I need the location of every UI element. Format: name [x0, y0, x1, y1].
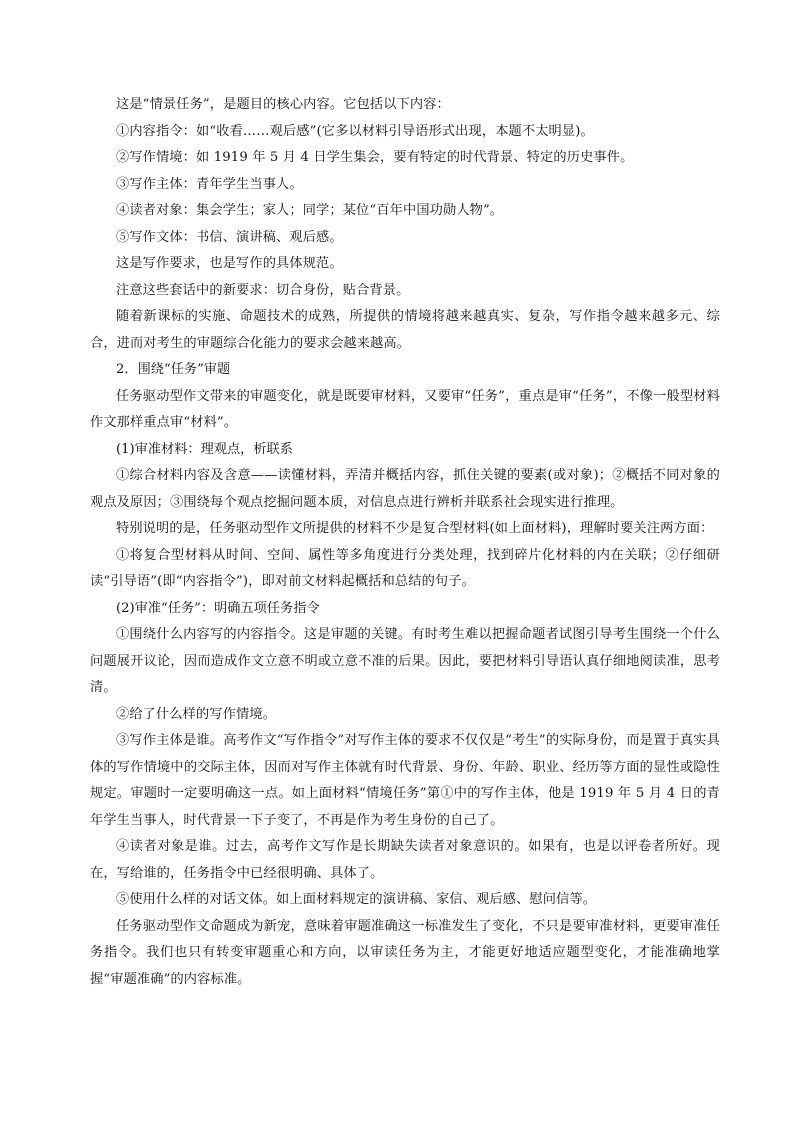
document-body — [90, 92, 720, 993]
paragraph-composite-material: ①将复合型材料从时间、空间、属性等多角度进行分类处理，找到碎片化材料的内在关联；②仔细研读“引导语”(即“内容指令”)，即对前文材料起概括和总结的句子。 — [90, 547, 720, 589]
paragraph-writing-context: ②写作情境：如 1919 年 5 月 4 日学生集会，要有特定的时代背景、特定的历史事件。 — [116, 150, 634, 165]
paragraph-genre-used: ⑤使用什么样的对话文体。如上面材料规定的演讲稿、家信、观后感、慰问信等。 — [116, 892, 597, 907]
paragraph-reader-who: ④读者对象是谁。过去，高考作文写作是长期缺失读者对象意识的。如果有，也是以评卷者所好。现在，写给谁的，任务指令中已经很明确、具体了。 — [90, 839, 720, 881]
subheading-task-instructions: (2)审准“任务”：明确五项任务指令 — [116, 600, 320, 616]
paragraph-trend: 随着新课标的实施、命题技术的成熟，所提供的情境将越来越真实、复杂，写作指令越来越多元、综合，进而对考生的审题综合化能力的要求会越来越高。 — [90, 309, 720, 351]
paragraph-writing-genre: ⑤写作文体：书信、演讲稿、观后感。 — [116, 229, 343, 245]
paragraph-requirement: 这是写作要求，也是写作的具体规范。 — [116, 256, 343, 271]
paragraph-new-requirement: 注意这些套话中的新要求：切合身份，贴合背景。 — [116, 282, 410, 298]
paragraph-intro: 这是“情景任务”，是题目的核心内容。它包括以下内容： — [116, 97, 450, 112]
paragraph-context-given: ②给了什么样的写作情境。 — [116, 706, 277, 722]
paragraph-writing-subject: ③写作主体：青年学生当事人。 — [116, 176, 303, 192]
paragraph-content-instruction: ①内容指令：如“收看……观后感”(它多以材料引导语形式出现，本题不太明显)。 — [116, 123, 594, 139]
paragraph-content-key: ①围绕什么内容写的内容指令。这是审题的关键。有时考生难以把握命题者试图引导考生围绕一个什么问题展开议论，因而造成作文立意不明或立意不准的后果。因此，要把材料引导语认真仔细地阅读准，思考清。 — [90, 627, 720, 695]
paragraph-task-driven: 任务驱动型作文带来的审题变化，就是既要审材料，又要审“任务”，重点是审“任务”，不像一般型材料作文那样重点审“材料”。 — [90, 388, 720, 430]
paragraph-subject-who: ③写作主体是谁。高考作文“写作指令”对写作主体的要求不仅仅是“考生”的实际身份，而是置于真实具体的写作情境中的交际主体，因而对写作主体就有时代背景、身份、年龄、职业、经历等方面的显性或隐性规定。审题时一定要明确这一点。如上面材料“情境任务”第①中的写作主体，他是 1919 年 5 月 4 日的青年学生当事人，时代背景一下子变了，不再是作为考生身份的自己了。 — [90, 733, 720, 828]
paragraph-reader-object: ④读者对象：集会学生；家人；同学；某位“百年中国功勋人物”。 — [116, 203, 504, 218]
section-heading-task: 2．围绕“任务”审题 — [116, 362, 231, 377]
subheading-material: (1)审准材料：理观点，析联系 — [116, 441, 293, 457]
paragraph-material-analysis: ①综合材料内容及含意——读懂材料，弄清并概括内容，抓住关键的要素(或对象)；②概括不同对象的观点及原因；③围绕每个观点挖掘问题本质，对信息点进行辨析并联系社会现实进行推理。 — [90, 468, 720, 510]
paragraph-conclusion: 任务驱动型作文命题成为新宠，意味着审题准确这一标准发生了变化，不只是要审准材料，更要审准任务指令。我们也只有转变审题重心和方向，以审读任务为主，才能更好地适应题型变化，才能准确地掌握“审题准确”的内容标准。 — [90, 918, 720, 987]
paragraph-special-note: 特别说明的是，任务驱动型作文所提供的材料不少是复合型材料(如上面材料)，理解时要关注两方面： — [116, 521, 714, 536]
